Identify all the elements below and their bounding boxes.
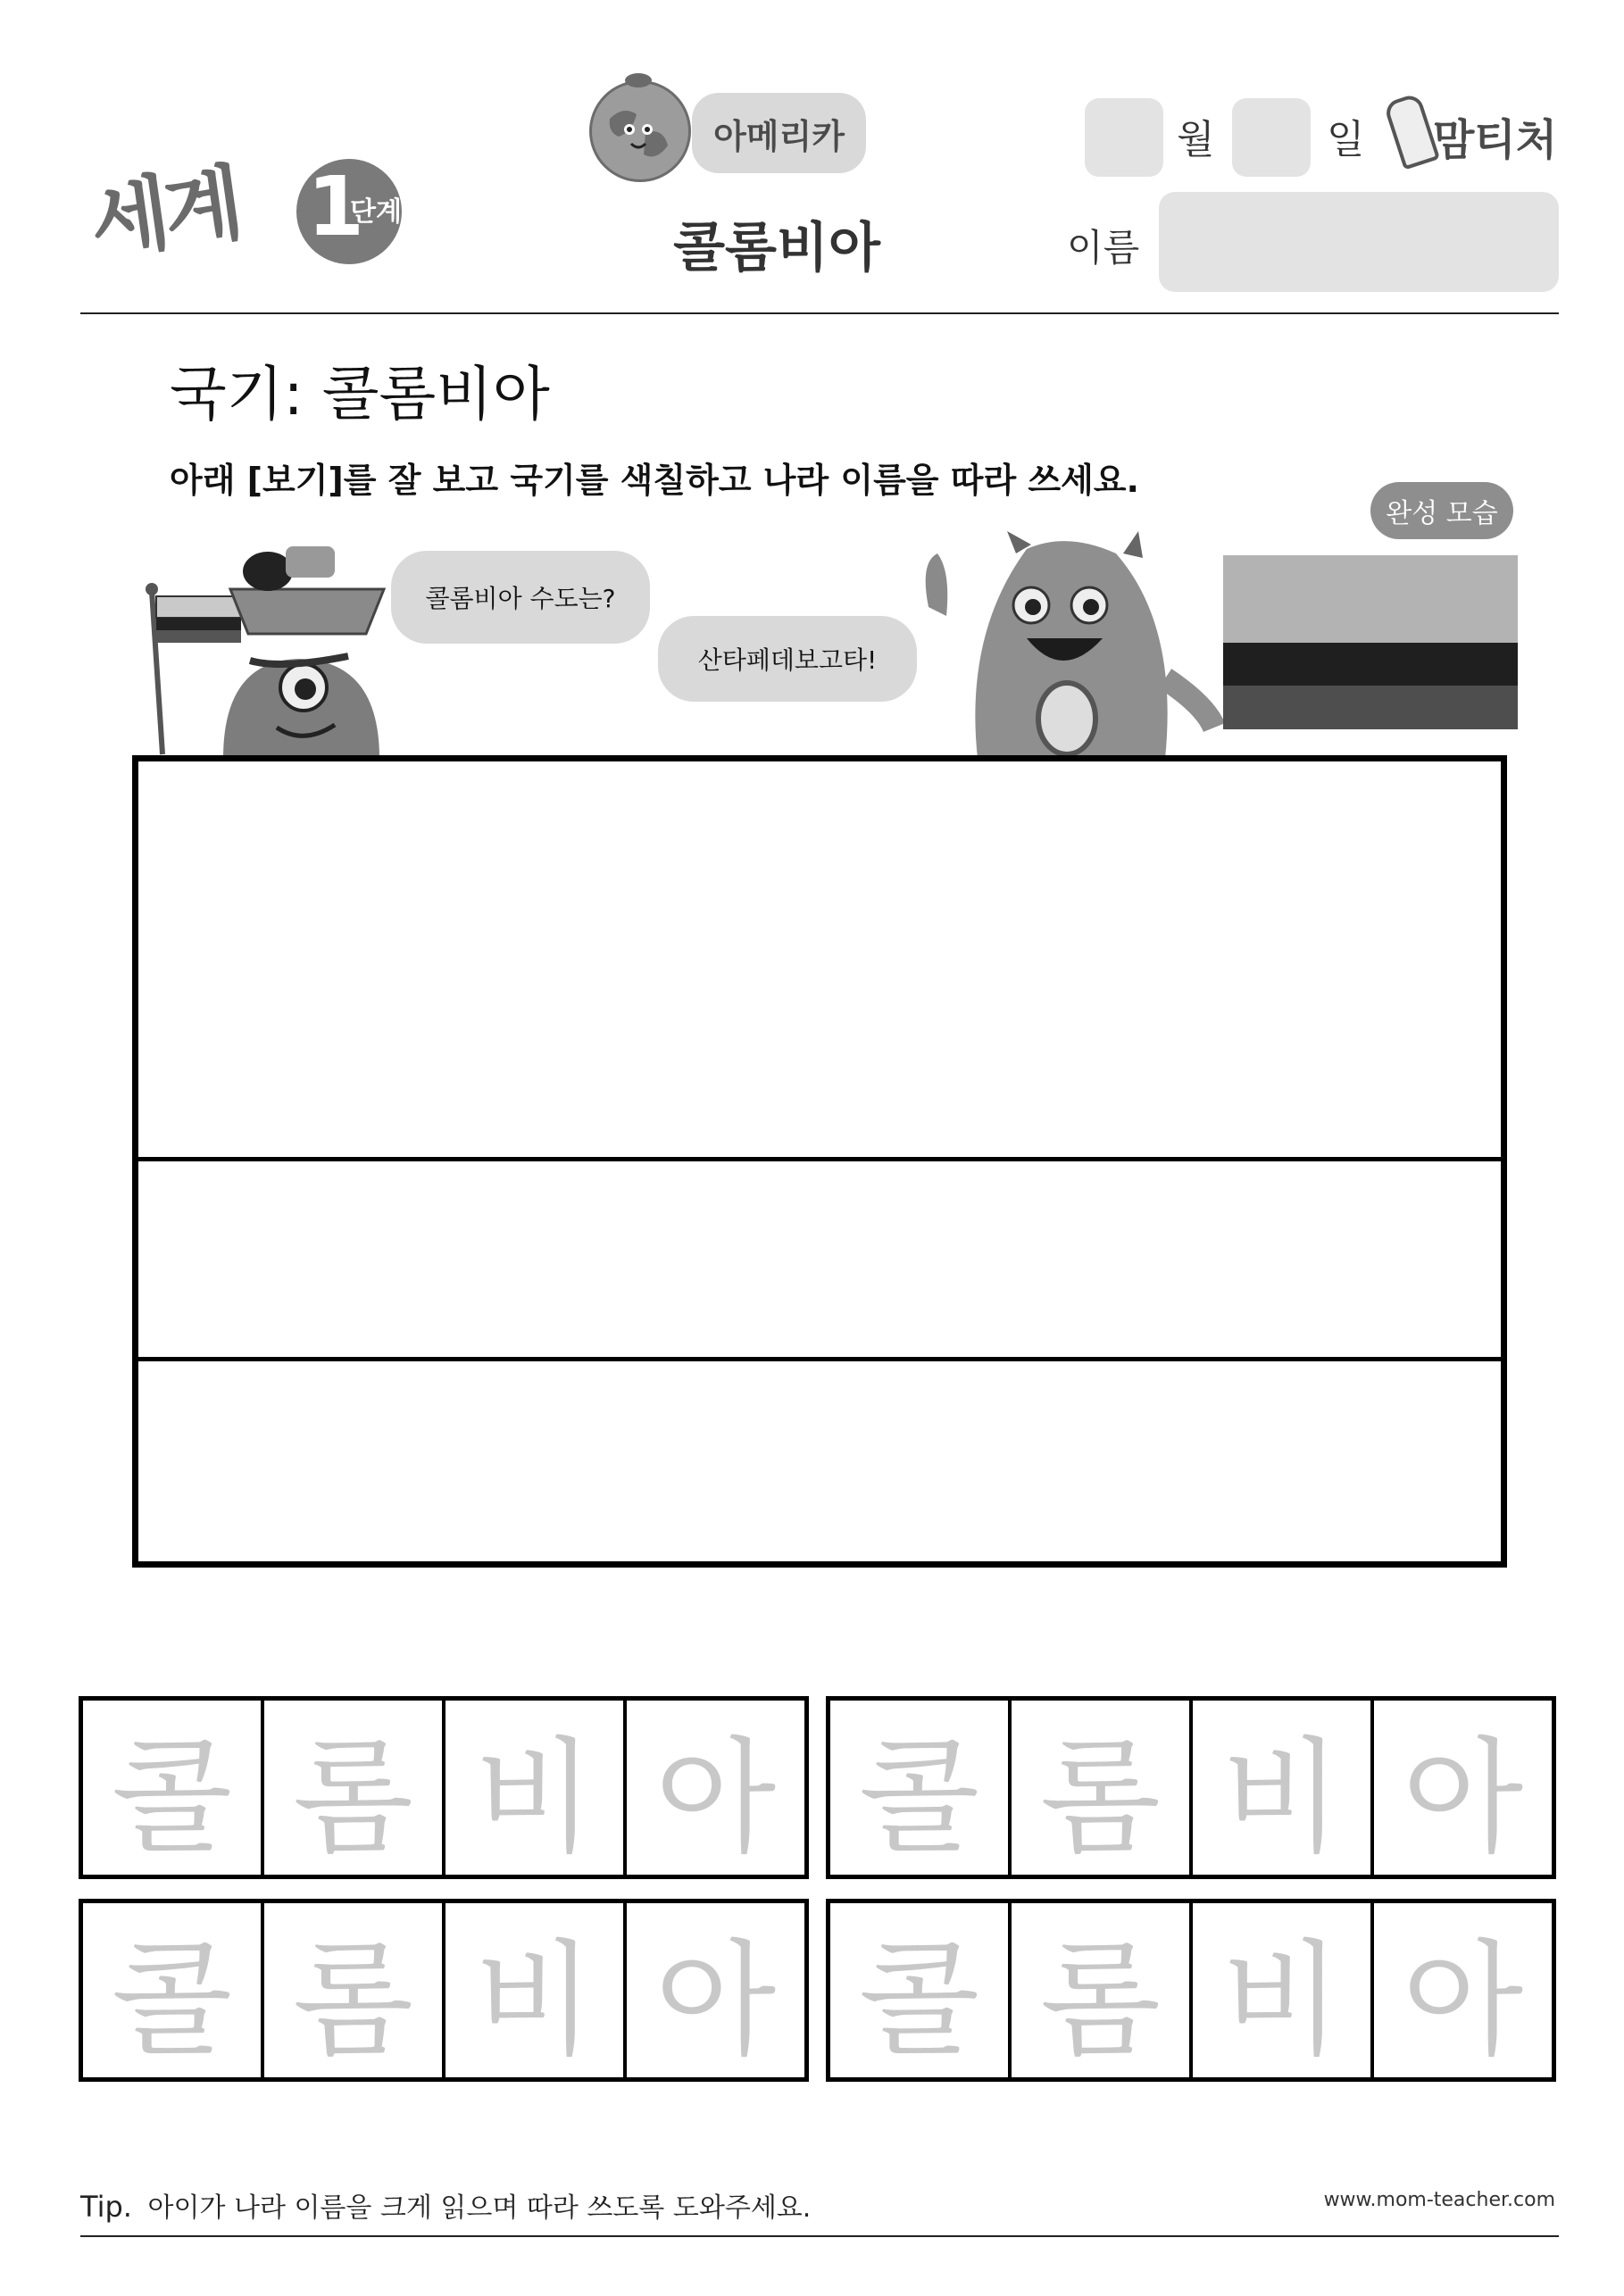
practice-grid-3 xyxy=(79,1899,809,2082)
level-number: 1 xyxy=(307,159,365,254)
trace-cell[interactable]: 아 xyxy=(654,1928,777,2074)
level-unit: 단계 xyxy=(350,196,402,228)
day-label: 일 xyxy=(1327,117,1365,162)
tip-body: 아이가 나라 이름을 크게 읽으며 따라 쓰도록 도와주세요. xyxy=(147,2192,812,2224)
footer-divider xyxy=(80,2235,1559,2237)
coloring-flag-band[interactable] xyxy=(138,1161,1501,1361)
sample-flag-band xyxy=(1223,555,1518,643)
instruction-text: 아래 [보기]를 잘 보고 국기를 색칠하고 나라 이름을 따라 쓰세요. xyxy=(170,461,1139,500)
sample-flag-band xyxy=(1223,686,1518,729)
trace-cell[interactable]: 롬 xyxy=(1012,1701,1193,1875)
header-divider xyxy=(80,312,1559,314)
tip-label: Tip. xyxy=(80,2190,132,2224)
speech-bubble-question: 콜롬비아 수도는? xyxy=(391,551,650,644)
globe-icon xyxy=(589,80,691,182)
trace-cell[interactable]: 롬 xyxy=(264,1903,446,2077)
sample-flag xyxy=(1223,555,1518,729)
tip-text xyxy=(80,2185,811,2225)
trace-cell[interactable]: 롬 xyxy=(264,1701,446,1875)
trace-cell[interactable]: 비 xyxy=(446,1701,627,1875)
sample-flag-band xyxy=(1223,643,1518,686)
trace-cell[interactable]: 비 xyxy=(1193,1701,1374,1875)
brand-logo: 맘티처 xyxy=(1433,115,1558,165)
region-label: 아메리카 xyxy=(692,93,866,173)
trace-cell[interactable]: 롬 xyxy=(1012,1903,1193,2077)
name-field[interactable] xyxy=(1159,192,1559,292)
coloring-flag-band[interactable] xyxy=(138,1361,1501,1561)
monster-right-illustration xyxy=(911,527,1232,759)
website-url[interactable]: www.mom-teacher.com xyxy=(1323,2189,1555,2211)
pencil-mascot-icon xyxy=(1383,92,1440,170)
coloring-flag-outline[interactable] xyxy=(132,755,1507,1568)
trace-cell[interactable]: 아 xyxy=(1402,1928,1524,2074)
trace-cell[interactable]: 콜 xyxy=(83,1701,264,1875)
practice-grid-2 xyxy=(826,1696,1556,1879)
trace-cell[interactable]: 아 xyxy=(1402,1726,1524,1871)
trace-cell[interactable]: 아 xyxy=(654,1726,777,1871)
speech-bubble-answer: 산타페데보고타! xyxy=(658,616,917,702)
section-heading: 국기: 콜롬비아 xyxy=(170,360,550,428)
trace-cell[interactable]: 콜 xyxy=(83,1903,264,2077)
month-field[interactable] xyxy=(1085,98,1163,177)
trace-cell[interactable]: 콜 xyxy=(830,1903,1012,2077)
leaf-icon xyxy=(625,73,652,87)
complete-label: 완성 모습 xyxy=(1370,482,1513,539)
page-title: 콜롬비아 xyxy=(673,217,880,279)
monster-left-illustration xyxy=(125,536,429,759)
practice-grid-1 xyxy=(79,1696,809,1879)
series-logo: 세계 xyxy=(84,154,245,270)
trace-cell[interactable]: 비 xyxy=(446,1903,627,2077)
coloring-flag-band[interactable] xyxy=(138,761,1501,1161)
name-label: 이름 xyxy=(1067,226,1140,270)
trace-cell[interactable]: 비 xyxy=(1193,1903,1374,2077)
day-field[interactable] xyxy=(1232,98,1311,177)
trace-cell[interactable]: 콜 xyxy=(830,1701,1012,1875)
practice-grid-4 xyxy=(826,1899,1556,2082)
month-label: 월 xyxy=(1177,117,1215,162)
